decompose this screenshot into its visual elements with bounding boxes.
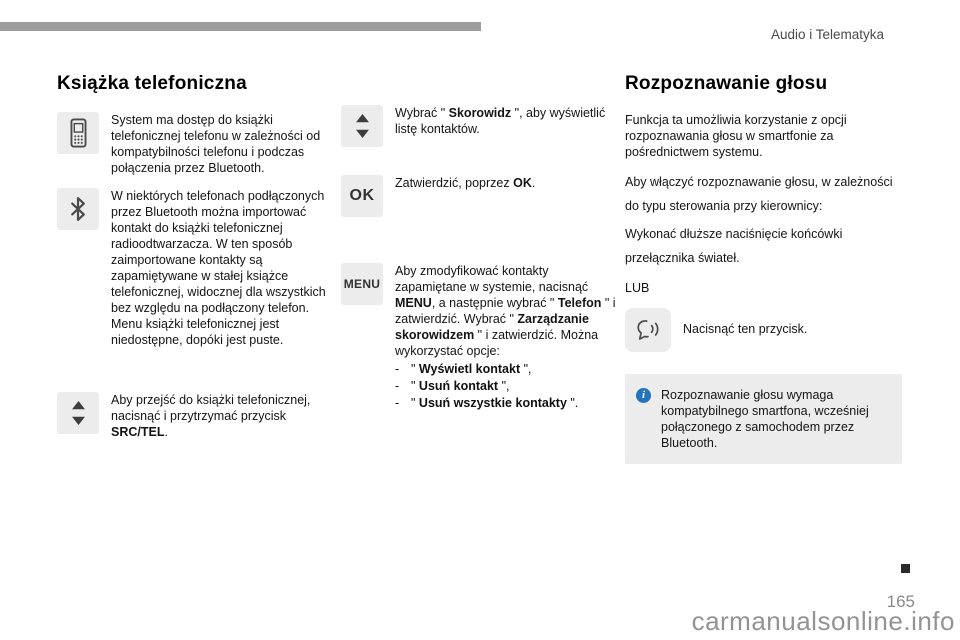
phonebook-intro-text: System ma dostęp do książki telefonicznej telefonu w zależności od kompatybilności telefonu i podczas połączenia przez Bluetooth.	[111, 113, 321, 175]
text-segment: "	[411, 362, 419, 376]
phonebook-access-block	[57, 392, 333, 440]
confirm-text	[395, 175, 535, 191]
up-down-arrows-icon	[341, 105, 383, 147]
watermark-text: carmanualsonline.info	[691, 606, 955, 636]
modify-contacts-text	[395, 263, 623, 359]
or-label: LUB	[625, 281, 650, 295]
select-contact-block	[341, 105, 623, 147]
key-name: OK	[513, 176, 532, 190]
menu-option-name: Wyświetl kontakt	[418, 362, 521, 376]
info-note-box	[625, 374, 902, 464]
option-text	[411, 378, 510, 395]
text-segment: Aby zmodyfikować kontakty zapamiętane w systemie, nacisnąć	[395, 264, 589, 294]
voice-description: Funkcja ta umożliwia korzystanie z opcji rozpoznawania głosu w smartfonie za pośrednictwem systemu.	[625, 113, 847, 159]
key-name: MENU	[395, 296, 432, 310]
option-text	[411, 361, 532, 378]
chapter-label: Audio i Telematyka	[770, 27, 884, 42]
text-segment: .	[531, 176, 536, 190]
list-item	[395, 395, 623, 412]
modify-contacts-block	[341, 263, 623, 412]
text-segment: Aby przejść do książki telefonicznej, nacisnąć i przytrzymać przycisk	[111, 393, 311, 423]
menu-option-name: Telefon	[557, 296, 602, 310]
info-note-text: Rozpoznawanie głosu wymaga kompatybilnego smartfona, wcześniej połączonego z samochodem przez Bluetooth.	[661, 388, 869, 450]
phonebook-intro-block	[57, 112, 333, 176]
voice-button-block	[625, 308, 902, 352]
text-segment: ",	[520, 362, 532, 376]
text-segment: ", aby wyświetlić listę kontaktów.	[395, 106, 606, 136]
list-item	[395, 378, 623, 395]
voice-recognition-section	[625, 73, 902, 464]
list-bullet: -	[395, 362, 400, 376]
voice-press-text: Nacisnąć ten przycisk.	[683, 322, 808, 336]
info-icon: i	[636, 388, 651, 403]
list-item	[395, 361, 623, 378]
text-segment: Wybrać "	[395, 106, 449, 120]
phonebook-import-text: W niektórych telefonach podłączonych przez Bluetooth można importować kontakt do książki telefonicznej radioodtwarzacza. W ten sposób zaimportowane kontakty są zapamiętywane w stałej książce telefonicznej, widocznej dla wszystkich bez względu na podłączony telefon. Menu książki telefonicznej jest niedostępne, dopóki jest puste.	[111, 189, 326, 347]
menu-option-name: Usuń wszystkie kontakty	[418, 396, 567, 410]
text-segment: ".	[566, 396, 579, 410]
page-number: 165	[886, 592, 915, 611]
key-name: SRC/TEL	[111, 425, 165, 439]
phonebook-controls-section	[341, 105, 623, 424]
bluetooth-icon	[57, 188, 99, 230]
phonebook-section	[57, 73, 333, 452]
text-segment: "	[411, 396, 419, 410]
text-segment: .	[164, 425, 168, 439]
list-bullet: -	[395, 379, 400, 393]
phonebook-access-text	[111, 392, 333, 440]
option-text	[411, 395, 578, 412]
modify-contacts-content	[395, 263, 623, 412]
menu-option-name: Zarządzanie skorowidzem	[395, 312, 589, 342]
text-segment: "	[411, 379, 419, 393]
voice-command-icon	[625, 308, 671, 352]
section-title: Rozpoznawanie głosu	[625, 73, 828, 94]
text-segment: " i zatwierdzić. Można wykorzystać opcje:	[395, 328, 599, 358]
voice-activate-text: Aby włączyć rozpoznawanie głosu, w zależności do typu sterowania przy kierownicy:	[625, 175, 893, 213]
list-bullet: -	[395, 396, 400, 410]
voice-longpress-text: Wykonać dłuższe naciśnięcie końcówki przełącznika świateł.	[625, 227, 843, 265]
section-end-marker	[901, 564, 910, 573]
options-list	[395, 361, 623, 412]
text-segment: ",	[498, 379, 510, 393]
confirm-block	[341, 175, 623, 217]
menu-button-label: MENU	[343, 277, 381, 291]
menu-option-name: Skorowidz	[448, 106, 512, 120]
decorative-header-bar	[0, 22, 481, 31]
up-down-arrows-icon	[57, 392, 99, 434]
menu-option-name: Usuń kontakt	[418, 379, 499, 393]
text-segment: " i zatwierdzić. Wybrać "	[395, 296, 616, 326]
ok-button-label: OK	[349, 187, 375, 204]
phonebook-import-block	[57, 188, 333, 348]
text-segment: Zatwierdzić, poprzez	[395, 176, 514, 190]
select-contact-text	[395, 105, 623, 137]
page-title: Książka telefoniczna	[57, 73, 247, 94]
text-segment: , a następnie wybrać "	[431, 296, 558, 310]
menu-button-icon	[341, 263, 383, 305]
ok-button-icon	[341, 175, 383, 217]
mobile-phone-icon	[57, 112, 99, 154]
